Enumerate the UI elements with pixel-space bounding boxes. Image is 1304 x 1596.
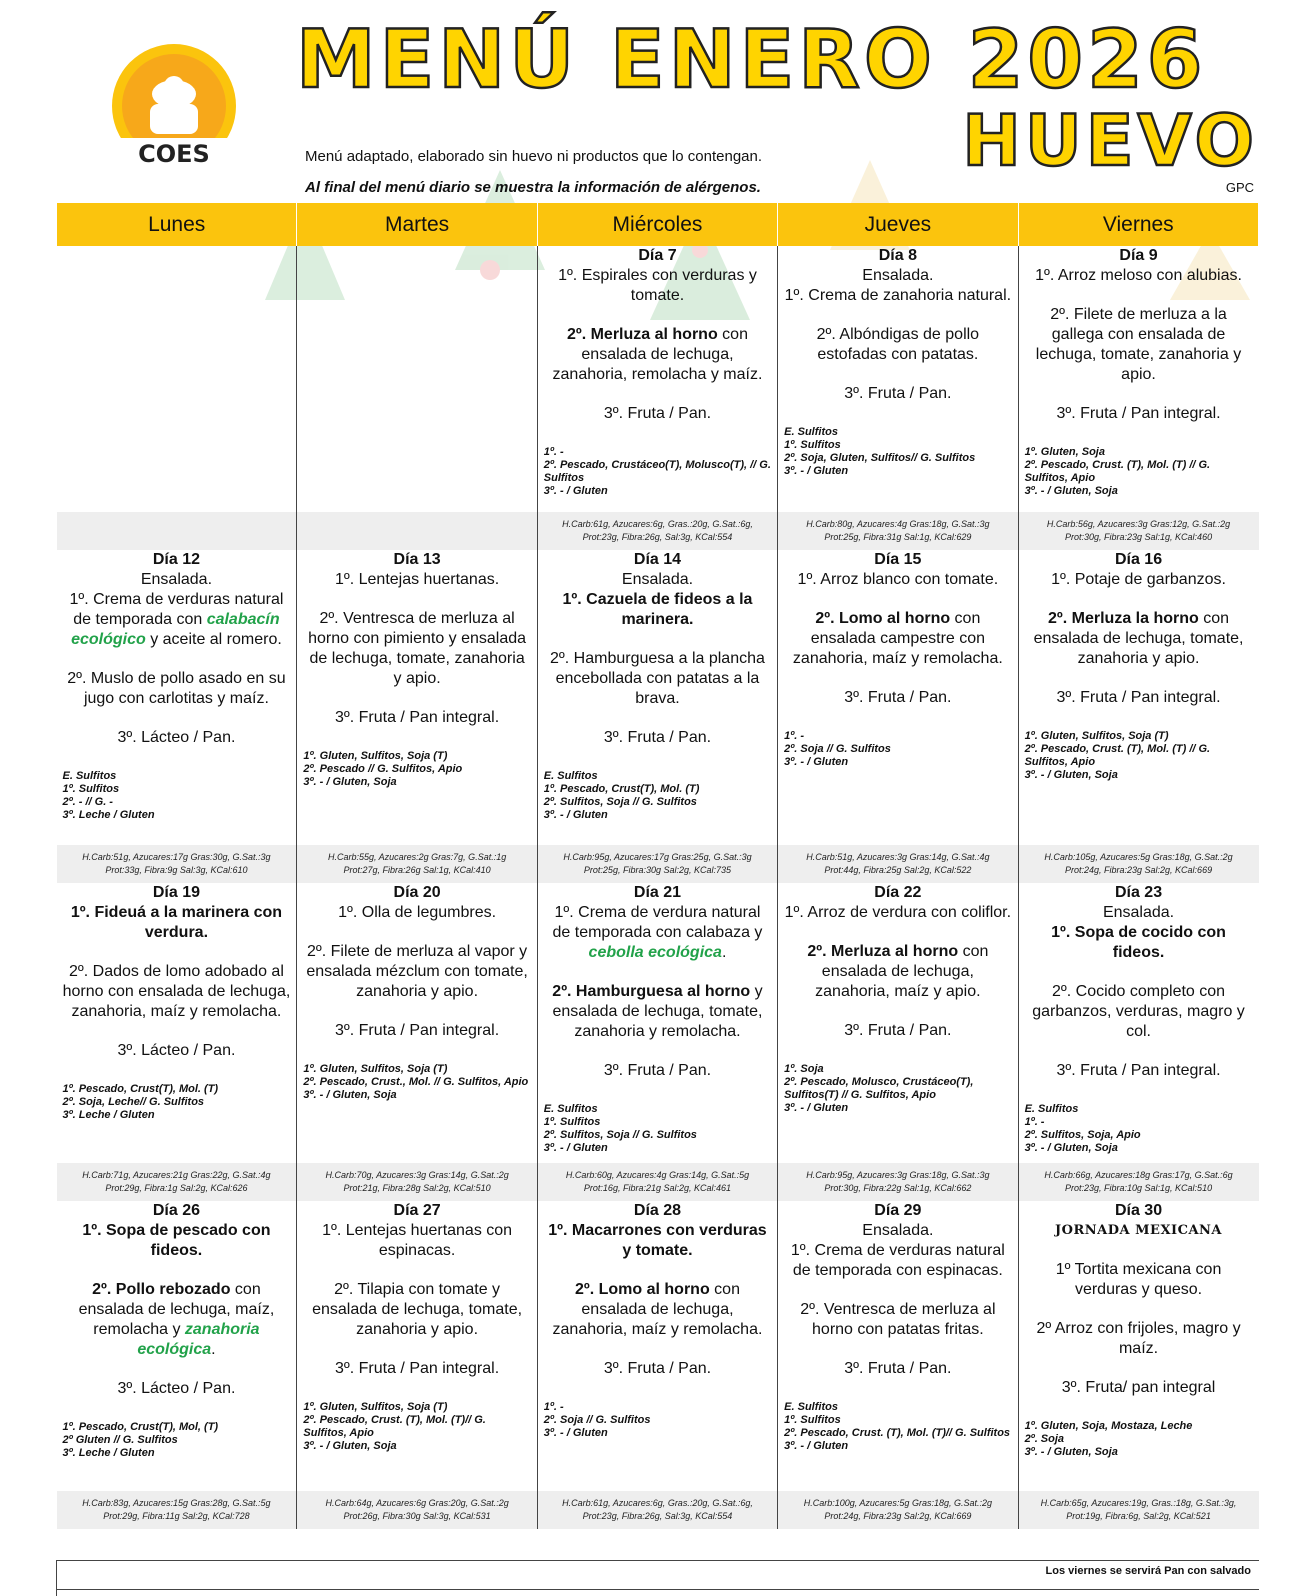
day-label: Día 8 — [878, 247, 917, 264]
second-course-bold: 2º. Lomo al horno — [815, 610, 951, 627]
nutrition-line: Prot:44g, Fibra:25g Sal:2g, KCal:522 — [824, 865, 972, 875]
nutrition-cell — [297, 1491, 537, 1529]
nutrition-line: Prot:23g, Fibra:26g, Sal:3g, KCal:554 — [582, 532, 733, 542]
intro-text: Menú adaptado, elaborado sin huevo ni productos que lo contengan. — [305, 148, 763, 165]
menu-day-cell — [297, 246, 537, 512]
second-course-bold: 2º. Merluza al horno — [566, 326, 718, 343]
menu-day-cell — [297, 883, 537, 1163]
first-course: 1º. Arroz de verdura con coliflor. — [784, 904, 1012, 921]
allergen-line: 1º. Gluten, Sulfitos, Soja (T) — [303, 750, 448, 762]
second-course-bold: 2º. Pollo rebozado — [92, 1281, 231, 1298]
allergen-line: 2º. Sulfitos, Soja // G. Sulfitos — [543, 1129, 697, 1141]
allergen-list — [1025, 446, 1253, 498]
first-course-end: . — [721, 944, 727, 961]
second-course — [784, 609, 1011, 669]
day-label: Día 22 — [874, 884, 922, 901]
header-martes: Martes — [297, 203, 537, 246]
nutrition-cell — [297, 512, 537, 550]
allergen-list — [1025, 1420, 1253, 1459]
allergen-list — [784, 426, 1011, 478]
allergen-line: 3º. - / Gluten — [543, 1142, 608, 1154]
second-course-bold: 2º. Hamburguesa al horno — [552, 983, 751, 1000]
allergen-list — [63, 770, 291, 822]
day-label: Día 30 — [1114, 1202, 1163, 1219]
second-course — [1025, 609, 1253, 669]
allergen-line: 3º. - / Gluten, Soja — [1024, 1142, 1118, 1154]
third-course: 3º. Fruta / Pan. — [603, 1360, 712, 1377]
second-course-text: con ensalada de lechuga, maíz, remolacha y — [78, 1281, 275, 1338]
nutrition-line: H.Carb:71g, Azucares:21g Gras:22g, G.Sat.:4g — [82, 1170, 271, 1180]
menu-day-cell — [537, 883, 777, 1163]
third-course: 3º. Fruta / Pan. — [844, 1360, 952, 1377]
allergen-line: E. Sulfitos — [1024, 1103, 1079, 1115]
allergen-line: 3º. - / Gluten, Soja — [1024, 769, 1118, 781]
second-course-text: con ensalada de lechuga, zanahoria, maíz y remolacha. — [552, 1281, 763, 1338]
day-label: Día 27 — [393, 1202, 441, 1219]
second-course-text: 2º. Hamburguesa a la plancha encebollada con patatas a la brava. — [550, 650, 765, 707]
days-header-row — [57, 203, 1259, 246]
allergen-list — [544, 770, 771, 822]
first-course: 1º. Macarrones con verduras y tomate. — [548, 1222, 767, 1259]
nutrition-line: H.Carb:60g, Azucares:4g Gras:14g, G.Sat.:5g — [565, 1170, 750, 1180]
second-course — [303, 609, 530, 689]
allergen-line: 3º. Leche / Gluten — [62, 1109, 155, 1121]
nutrition-line: Prot:25g, Fibra:31g Sal:1g, KCal:629 — [824, 532, 972, 542]
second-course — [544, 325, 771, 385]
allergen-line: 1º. Gluten, Sulfitos, Soja (T) — [1024, 730, 1169, 742]
first-course: 1º. Potaje de garbanzos. — [1051, 571, 1226, 588]
nutrition-cell — [57, 845, 297, 883]
third-course: 3º. Lácteo / Pan. — [117, 1380, 236, 1397]
header-miercoles: Miércoles — [537, 203, 777, 246]
menu-day-cell — [57, 550, 297, 845]
allergen-line: 1º. - — [543, 446, 564, 458]
nutrition-line: Prot:27g, Fibra:26g Sal:1g, KCal:410 — [343, 865, 491, 875]
allergen-line: 2º. Pescado, Crust., Mol. // G. Sulfitos, Apio — [303, 1076, 529, 1088]
allergen-line: 1º. Pescado, Crust(T), Mol. (T) — [543, 783, 700, 795]
third-course: 3º. Fruta / Pan integral. — [1056, 689, 1221, 706]
nutrition-line: Prot:23g, Fibra:10g Sal:1g, KCal:510 — [1064, 1183, 1213, 1193]
allergen-line: 2º. Pescado, Crust. (T), Mol. (T) // G. Sulfitos, Apio — [1024, 743, 1211, 768]
second-course-bold: 2º. Lomo al horno — [574, 1281, 710, 1298]
salad-label: Ensalada. — [140, 571, 213, 588]
allergen-line: 3º. - / Gluten — [784, 465, 849, 477]
first-course: 1º. Arroz meloso con alubias. — [1035, 267, 1242, 284]
allergen-line: E. Sulfitos — [543, 770, 598, 782]
nutrition-cell — [537, 845, 777, 883]
day-label: Día 19 — [152, 884, 201, 901]
allergen-line: 3º. - / Gluten — [784, 1102, 849, 1114]
second-course — [63, 669, 291, 709]
nutrition-cell — [57, 1491, 297, 1529]
eco-highlight: cebolla ecológica — [588, 944, 722, 961]
allergen-line: 2º. Sulfitos, Soja // G. Sulfitos — [543, 796, 697, 808]
header-viernes: Viernes — [1018, 203, 1258, 246]
nutrition-line: Prot:19g, Fibra:6g, Sal:2g, KCal:521 — [1066, 1511, 1211, 1521]
allergen-line: 2º. Soja // G. Sulfitos — [543, 1414, 651, 1426]
nutrition-line: Prot:30g, Fibra:23g Sal:1g, KCal:460 — [1064, 532, 1213, 542]
nutrition-row — [57, 845, 1259, 883]
nutrition-line: Prot:21g, Fibra:28g Sal:2g, KCal:510 — [343, 1183, 491, 1193]
day-label: Día 21 — [633, 884, 682, 901]
day-label: Día 28 — [633, 1202, 682, 1219]
nutrition-cell — [57, 1163, 297, 1201]
allergen-line: E. Sulfitos — [784, 1401, 838, 1413]
menu-table — [56, 203, 1259, 1529]
nutrition-line: H.Carb:66g, Azucares:18g Gras:17g, G.Sat.:6g — [1044, 1170, 1233, 1180]
nutrition-line: H.Carb:51g, Azucares:3g Gras:14g, G.Sat.:4g — [806, 852, 990, 862]
nutrition-line: Prot:29g, Fibra:11g Sal:2g, KCal:728 — [103, 1511, 250, 1521]
allergen-list — [303, 750, 530, 789]
nutrition-line: H.Carb:61g, Azucares:6g, Gras.:20g, G.Sat.:6g, — [562, 1498, 753, 1508]
day-label: Día 23 — [1114, 884, 1163, 901]
allergen-list — [784, 1063, 1011, 1115]
allergen-line: 3º. - / Gluten — [543, 1427, 608, 1439]
nutrition-cell — [778, 1163, 1018, 1201]
allergen-line: E. Sulfitos — [543, 1103, 598, 1115]
nutrition-line: Prot:25g, Fibra:30g Sal:2g, KCal:735 — [583, 865, 732, 875]
nutrition-cell — [778, 1491, 1018, 1529]
nutrition-cell — [1018, 1491, 1258, 1529]
second-course-text: 2º. Dados de lomo adobado al horno con ensalada de lechuga, zanahoria, maíz y remolacha. — [62, 963, 291, 1020]
page-title: MENÚ ENERO 2026 — [296, 13, 1207, 106]
first-course: 1º. Lentejas huertanas. — [334, 571, 500, 588]
nutrition-cell — [297, 1163, 537, 1201]
allergen-line: 3º. - / Gluten — [543, 485, 608, 497]
second-course-text: 2º Arroz con frijoles, magro y maíz. — [1036, 1320, 1241, 1357]
third-course: 3º. Lácteo / Pan. — [117, 729, 236, 746]
menu-day-cell — [57, 1201, 297, 1491]
allergen-line: 3º. Leche / Gluten — [62, 1447, 155, 1459]
nutrition-cell — [57, 512, 297, 550]
salad-label: Ensalada. — [621, 571, 694, 588]
nutrition-line: H.Carb:100g, Azucares:5g Gras:18g, G.Sat.:2g — [803, 1498, 992, 1508]
menu-day-cell — [1018, 883, 1258, 1163]
second-course — [303, 1280, 530, 1340]
eco-highlight: zanahoria ecológica — [137, 1321, 260, 1358]
menu-day-cell — [537, 550, 777, 845]
third-course: 3º. Fruta / Pan integral. — [335, 1022, 500, 1039]
third-course: 3º. Fruta / Pan. — [603, 1062, 712, 1079]
menu-day-cell — [57, 883, 297, 1163]
first-course — [544, 903, 771, 963]
first-course: 1º. Sopa de pescado con fideos. — [82, 1222, 271, 1259]
allergen-line: 1º. Sulfitos — [784, 439, 841, 451]
allergen-line: 3º. Leche / Gluten — [62, 809, 155, 821]
allergen-line: 2º. Sulfitos, Soja, Apio — [1024, 1129, 1141, 1141]
nutrition-line: H.Carb:65g, Azucares:19g, Gras.:18g, G.Sat.:3g, — [1040, 1498, 1237, 1508]
second-course — [784, 1300, 1011, 1340]
first-course — [63, 590, 291, 650]
first-course: 1º. Cazuela de fideos a la marinera. — [562, 591, 753, 628]
allergen-line: 3º. - / Gluten — [543, 809, 608, 821]
nutrition-cell — [1018, 512, 1258, 550]
menu-week-row — [57, 246, 1259, 512]
menu-day-cell — [297, 1201, 537, 1491]
nutrition-line: H.Carb:95g, Azucares:3g Gras:18g, G.Sat.:3g — [806, 1170, 990, 1180]
second-course — [63, 962, 291, 1022]
nutrition-line: Prot:30g, Fibra:22g Sal:1g, KCal:662 — [824, 1183, 972, 1193]
allergen-note: Al final del menú diario se muestra la información de alérgenos. — [305, 179, 761, 196]
menu-day-cell — [778, 1201, 1018, 1491]
day-label: Día 16 — [1114, 551, 1163, 568]
allergen-list — [784, 730, 1011, 769]
second-course — [1025, 1319, 1253, 1359]
nutrition-cell — [1018, 1163, 1258, 1201]
second-course — [544, 649, 771, 709]
nutrition-line: Prot:24g, Fibra:23g Sal:2g, KCal:669 — [1064, 865, 1213, 875]
second-course — [544, 1280, 771, 1340]
day-label: Día 7 — [638, 247, 677, 264]
nutrition-line: H.Carb:83g, Azucares:15g Gras:28g, G.Sat.:5g — [82, 1498, 271, 1508]
allergen-line: 2º. Soja — [1024, 1433, 1065, 1445]
menu-day-cell — [778, 550, 1018, 845]
allergen-list — [784, 1401, 1011, 1453]
menu-day-cell — [1018, 1201, 1258, 1491]
second-course-text: con ensalada de lechuga, zanahoria, maíz y apio. — [815, 943, 989, 1000]
coes-logo — [110, 42, 238, 170]
nutrition-line: H.Carb:105g, Azucares:5g Gras:18g, G.Sat.:2g — [1044, 852, 1233, 862]
allergen-line: 3º. - / Gluten, Soja — [1024, 1446, 1118, 1458]
first-course: 1º. Fideuá a la marinera con verdura. — [70, 904, 283, 941]
allergen-list — [544, 1103, 771, 1155]
menu-day-cell — [537, 1201, 777, 1491]
allergen-line: 1º. Gluten, Soja — [1024, 446, 1105, 458]
nutrition-line: H.Carb:95g, Azucares:17g Gras:25g, G.Sat.:3g — [563, 852, 752, 862]
second-course — [1025, 305, 1253, 385]
second-course-text: 2º. Ventresca de merluza al horno con patatas fritas. — [800, 1301, 996, 1338]
nutrition-cell — [537, 1491, 777, 1529]
day-label: Día 29 — [874, 1202, 922, 1219]
nutrition-line: Prot:16g, Fibra:21g Sal:2g, KCal:461 — [583, 1183, 732, 1193]
nutrition-cell — [1018, 845, 1258, 883]
nutrition-row — [57, 1491, 1259, 1529]
allergen-line: 1º. Sulfitos — [543, 1116, 601, 1128]
nutrition-cell — [297, 845, 537, 883]
allergen-line: 2º. Pescado, Molusco, Crustáceo(T), Sulfitos(T) // G. Sulfitos, Apio — [784, 1076, 974, 1101]
nutrition-line: H.Carb:61g, Azucares:6g, Gras.:20g, G.Sat.:6g, — [562, 519, 753, 529]
allergen-line: 3º. - / Gluten — [784, 756, 849, 768]
day-label: Día 20 — [393, 884, 441, 901]
nutrition-cell — [778, 845, 1018, 883]
second-course — [544, 982, 771, 1042]
second-course — [784, 325, 1011, 365]
eco-highlight: calabacín ecológico — [71, 611, 280, 648]
second-course-text: 2º. Muslo de pollo asado en su jugo con carlotitas y maíz. — [67, 670, 286, 707]
second-course — [1025, 982, 1253, 1042]
nutrition-cell — [537, 512, 777, 550]
menu-day-cell — [537, 246, 777, 512]
second-course — [63, 1280, 291, 1360]
first-course: 1º. Olla de legumbres. — [338, 904, 497, 921]
allergen-line: 1º. Gluten, Sulfitos, Soja (T) — [303, 1401, 448, 1413]
header-lunes: Lunes — [57, 203, 297, 246]
header-jueves: Jueves — [778, 203, 1018, 246]
allergen-line: 3º. - / Gluten, Soja — [1024, 485, 1118, 497]
nutrition-line: H.Carb:64g, Azucares:6g Gras:20g, G.Sat.:2g — [325, 1498, 509, 1508]
day-label: Día 13 — [393, 551, 441, 568]
third-course: 3º. Fruta/ pan integral — [1061, 1379, 1216, 1396]
first-course: 1º. Lentejas huertanas con espinacas. — [322, 1222, 513, 1259]
day-label: Día 26 — [152, 1202, 201, 1219]
first-course: 1º. Arroz blanco con tomate. — [797, 571, 999, 588]
second-course — [303, 942, 530, 1002]
menu-day-cell — [778, 246, 1018, 512]
allergen-line: 1º. Gluten, Soja, Mostaza, Leche — [1024, 1420, 1193, 1432]
nutrition-line: H.Carb:51g, Azucares:17g Gras:30g, G.Sat.:3g — [82, 852, 271, 862]
allergen-list — [1025, 730, 1253, 782]
allergen-line: 1º. Pescado, Crust(T), Mol, (T) — [62, 1421, 219, 1433]
menu-day-cell — [297, 550, 537, 845]
third-course: 3º. Lácteo / Pan. — [117, 1042, 236, 1059]
allergen-line: 2º. - // G. - — [62, 796, 113, 808]
allergen-line: 1º. Sulfitos — [62, 783, 120, 795]
allergen-line: 2º. Pescado, Crustáceo(T), Molusco(T), // G. Sulfitos — [543, 459, 771, 484]
second-course-text: 2º. Albóndigas de pollo estofadas con patatas. — [816, 326, 980, 363]
allergen-line: 3º. - / Gluten — [784, 1440, 849, 1452]
third-course: 3º. Fruta / Pan. — [844, 1022, 952, 1039]
menu-day-cell — [57, 246, 297, 512]
allergen-line: 3º. - / Gluten, Soja — [303, 1440, 397, 1452]
nutrition-line: H.Carb:56g, Azucares:3g Gras:12g, G.Sat.:2g — [1046, 519, 1231, 529]
allergen-line: 2º. Pescado, Crust. (T), Mol. (T)// G. Sulfitos — [784, 1427, 1011, 1439]
allergen-list — [544, 446, 771, 498]
first-course-end: y aceite al romero. — [145, 631, 282, 648]
salad-label: Ensalada. — [862, 267, 934, 284]
third-course: 3º. Fruta / Pan. — [603, 729, 712, 746]
nutrition-line: Prot:26g, Fibra:30g Sal:3g, KCal:531 — [343, 1511, 491, 1521]
nutrition-row — [57, 512, 1259, 550]
allergen-list — [63, 1083, 291, 1122]
allergen-line: 2º. Soja // G. Sulfitos — [784, 743, 891, 755]
day-label: Día 15 — [874, 551, 922, 568]
second-course-bold: 2º. Merluza al horno — [807, 943, 959, 960]
allergen-line: 3º. - / Gluten, Soja — [303, 1089, 397, 1101]
first-course: 1º. Crema de verduras natural de temporada con espinacas. — [790, 1242, 1005, 1279]
allergen-list — [303, 1401, 530, 1453]
allergen-line: 2º. Soja, Gluten, Sulfitos// G. Sulfitos — [784, 452, 976, 464]
nutrition-line: Prot:33g, Fibra:9g Sal:3g, KCal:610 — [105, 865, 248, 875]
menu-week-row — [57, 550, 1259, 845]
day-label: Día 14 — [633, 551, 682, 568]
allergen-line: 1º. Soja — [784, 1063, 824, 1075]
code-label: GPC — [1225, 180, 1254, 195]
allergen-line: 1º. - — [1024, 1116, 1045, 1128]
allergen-line: E. Sulfitos — [62, 770, 117, 782]
nutrition-cell — [537, 1163, 777, 1201]
menu-day-cell — [1018, 246, 1258, 512]
second-course-bold: 2º. Merluza la horno — [1048, 610, 1199, 627]
nutrition-row — [57, 1163, 1259, 1201]
nutrition-line: Prot:23g, Fibra:26g, Sal:3g, KCal:554 — [582, 1511, 733, 1521]
allergen-line: 2º. Pescado // G. Sulfitos, Apio — [303, 763, 463, 775]
allergen-line: 1º. - — [543, 1401, 564, 1413]
page-subtitle: HUEVO — [962, 100, 1258, 182]
first-course: 1º. Espirales con verduras y tomate. — [558, 267, 757, 304]
allergen-line: 2º. Pescado, Crust. (T), Mol. (T)// G. Sulfitos, Apio — [303, 1414, 486, 1439]
second-course-text: 2º. Filete de merluza a la gallega con ensalada de lechuga, tomate, zanahoria y apio. — [1035, 306, 1242, 383]
second-course-text: 2º. Tilapia con tomate y ensalada de lechuga, tomate, zanahoria y apio. — [312, 1281, 523, 1338]
menu-week-row — [57, 1201, 1259, 1491]
third-course: 3º. Fruta / Pan. — [844, 385, 952, 402]
first-course: 1º Tortita mexicana con verduras y queso. — [1055, 1261, 1222, 1298]
nutrition-line: H.Carb:55g, Azucares:2g Gras:7g, G.Sat.:1g — [327, 852, 507, 862]
second-course-text: con ensalada campestre con zanahoria, maíz y remolacha. — [792, 610, 1003, 667]
second-course-text: con ensalada de lechuga, zanahoria, remolacha y maíz. — [552, 326, 763, 383]
second-course-text: 2º. Filete de merluza al vapor y ensalada mézclum con tomate, zanahoria y apio. — [306, 943, 528, 1000]
first-course-text: 1º. Crema de verduras natural de temporada con — [69, 591, 284, 628]
allergen-line: E. Sulfitos — [784, 426, 838, 438]
allergen-line: 2º. Pescado, Crust. (T), Mol. (T) // G. Sulfitos, Apio — [1024, 459, 1211, 484]
third-course: 3º. Fruta / Pan. — [603, 405, 712, 422]
allergen-line: 1º. - — [784, 730, 805, 742]
third-course: 3º. Fruta / Pan. — [844, 689, 952, 706]
allergen-line: 2º. Soja, Leche// G. Sulfitos — [62, 1096, 205, 1108]
second-course-text: con ensalada de lechuga, tomate, zanahoria y apio. — [1033, 610, 1244, 667]
menu-week-row — [57, 883, 1259, 1163]
menu-day-cell — [778, 883, 1018, 1163]
allergen-line: 1º. Gluten, Sulfitos, Soja (T) — [303, 1063, 448, 1075]
second-course-text: y ensalada de lechuga, tomate, zanahoria y remolacha. — [552, 983, 763, 1040]
third-course: 3º. Fruta / Pan integral. — [1056, 1062, 1221, 1079]
special-day-label: JORNADA MEXICANA — [1055, 1223, 1223, 1238]
footer — [56, 1560, 1259, 1596]
nutrition-line: H.Carb:80g, Azucares:4g Gras:18g, G.Sat.:3g — [806, 519, 990, 529]
allergen-list — [63, 1421, 291, 1460]
second-course — [784, 942, 1011, 1002]
first-course: 1º. Sopa de cocido con fideos. — [1051, 924, 1226, 961]
allergen-list — [1025, 1103, 1253, 1155]
allergen-line: 1º. Sulfitos — [784, 1414, 841, 1426]
allergen-line: 2º Gluten // G. Sulfitos — [62, 1434, 178, 1446]
day-label: Día 12 — [152, 551, 201, 568]
allergen-list — [544, 1401, 771, 1440]
first-course-text: 1º. Crema de verdura natural de temporada con calabaza y — [552, 904, 763, 941]
third-course: 3º. Fruta / Pan integral. — [1056, 405, 1221, 422]
nutrition-line: Prot:29g, Fibra:1g Sal:2g, KCal:626 — [105, 1183, 248, 1193]
second-course-end: . — [211, 1341, 216, 1358]
nutrition-line: Prot:24g, Fibra:23g Sal:2g, KCal:669 — [824, 1511, 972, 1521]
salad-label: Ensalada. — [1102, 904, 1175, 921]
day-label: Día 9 — [1119, 247, 1158, 264]
menu-day-cell — [1018, 550, 1258, 845]
allergen-line: 3º. - / Gluten, Soja — [303, 776, 397, 788]
logo-text: COES — [138, 140, 210, 168]
nutrition-cell — [778, 512, 1018, 550]
nutrition-line: H.Carb:70g, Azucares:3g Gras:14g, G.Sat.:2g — [325, 1170, 509, 1180]
allergen-line: 1º. Pescado, Crust(T), Mol. (T) — [62, 1083, 219, 1095]
second-course-text: 2º. Ventresca de merluza al horno con pimiento y ensalada de lechuga, tomate, zanahoria y apio. — [308, 610, 527, 687]
first-course: 1º. Crema de zanahoria natural. — [784, 287, 1012, 304]
third-course: 3º. Fruta / Pan integral. — [335, 1360, 500, 1377]
allergen-list — [303, 1063, 530, 1102]
second-course-text: 2º. Cocido completo con garbanzos, verduras, magro y col. — [1032, 983, 1245, 1040]
footer-note: Los viernes se servirá Pan con salvado — [1045, 1565, 1251, 1577]
third-course: 3º. Fruta / Pan integral. — [335, 709, 500, 726]
salad-label: Ensalada. — [862, 1222, 934, 1239]
